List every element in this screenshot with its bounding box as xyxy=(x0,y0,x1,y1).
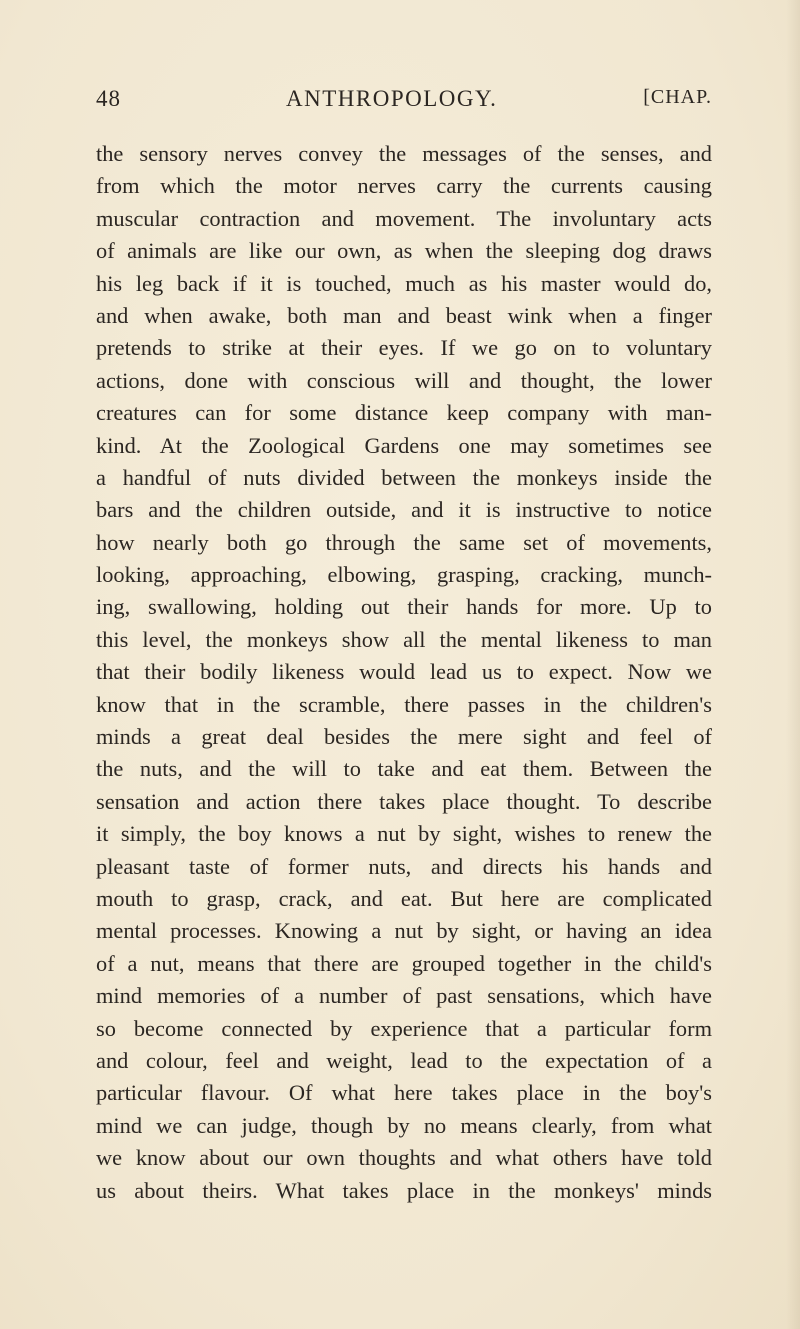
text-line: his leg back if it is touched, much as his master would do, xyxy=(96,270,712,296)
text-line: minds a great deal besides the mere sight and feel of xyxy=(96,724,712,750)
running-title: ANTHROPOLOGY. xyxy=(286,86,498,111)
text-line: this level, the monkeys show all the mental likeness to man xyxy=(96,626,712,652)
text-line: mental processes. Knowing a nut by sight, or having an idea xyxy=(96,918,712,944)
body-paragraph xyxy=(96,138,712,1207)
text-line: and colour, feel and weight, lead to the expectation of a xyxy=(96,1047,712,1073)
text-line: sensation and action there takes place thought. To describe xyxy=(96,788,712,814)
running-header xyxy=(96,86,712,116)
text-line: creatures can for some distance keep company with man- xyxy=(96,400,712,426)
text-line: it simply, the boy knows a nut by sight, wishes to renew the xyxy=(96,821,712,847)
page-edge-shadow xyxy=(786,0,800,1329)
text-line: mind we can judge, though by no means clearly, from what xyxy=(96,1112,712,1138)
text-line: mouth to grasp, crack, and eat. But here are complicated xyxy=(96,885,712,911)
text-line: of a nut, means that there are grouped together in the child's xyxy=(96,950,712,976)
text-line: pretends to strike at their eyes. If we go on to voluntary xyxy=(96,335,712,361)
text-line: particular flavour. Of what here takes place in the boy's xyxy=(96,1080,712,1106)
text-line: actions, done with conscious will and thought, the lower xyxy=(96,367,712,393)
text-line: us about theirs. What takes place in the monkeys' minds xyxy=(96,1177,712,1203)
text-line: how nearly both go through the same set of movements, xyxy=(96,529,712,555)
text-line: the nuts, and the will to take and eat them. Between the xyxy=(96,756,712,782)
text-line: kind. At the Zoological Gardens one may sometimes see xyxy=(96,432,712,458)
text-line: from which the motor nerves carry the currents causing xyxy=(96,173,712,199)
text-line: know that in the scramble, there passes in the children's xyxy=(96,691,712,717)
text-line: so become connected by experience that a particular form xyxy=(96,1015,712,1041)
text-line: bars and the children outside, and it is instructive to notice xyxy=(96,497,712,523)
text-line: and when awake, both man and beast wink when a finger xyxy=(96,302,712,328)
text-line: that their bodily likeness would lead us to expect. Now we xyxy=(96,659,712,685)
text-line: the sensory nerves convey the messages of the senses, and xyxy=(96,141,712,166)
text-line: muscular contraction and movement. The involuntary acts xyxy=(96,205,712,231)
text-line: of animals are like our own, as when the sleeping dog draws xyxy=(96,238,712,264)
text-line: mind memories of a number of past sensations, which have xyxy=(96,983,712,1009)
text-line: a handful of nuts divided between the monkeys inside the xyxy=(96,464,712,490)
chapter-mark: [CHAP. xyxy=(643,86,712,108)
text-line: ing, swallowing, holding out their hands for more. Up to xyxy=(96,594,712,620)
text-line: we know about our own thoughts and what others have told xyxy=(96,1145,712,1171)
text-line: looking, approaching, elbowing, grasping, cracking, munch- xyxy=(96,562,712,588)
page-number: 48 xyxy=(96,86,121,111)
text-line: pleasant taste of former nuts, and directs his hands and xyxy=(96,853,712,879)
